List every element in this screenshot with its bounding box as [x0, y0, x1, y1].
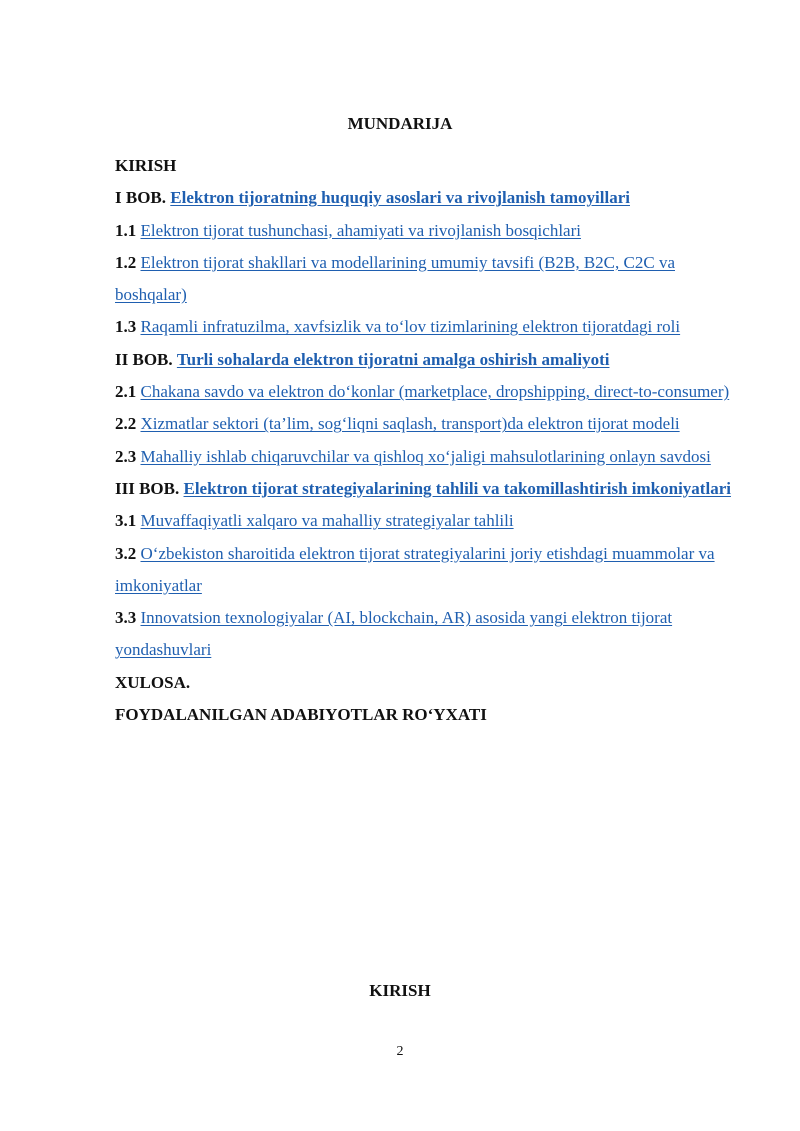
toc-2-1-link[interactable]: Chakana savdo va elektron do‘konlar (marketplace, dropshipping, direct-to-consumer)	[140, 382, 730, 402]
toc-chapter-3-link[interactable]: Elektron tijorat strategiyalarining tahlili va takomillashtirish imkoniyatlari	[183, 478, 731, 498]
toc-entry-2-2	[115, 408, 745, 440]
toc-2-2-link[interactable]: Xizmatlar sektori (ta’lim, sog‘liqni saqlash, transport)da elektron tijorat modeli	[140, 414, 680, 434]
toc-title: MUNDARIJA	[347, 114, 453, 133]
intro-heading: KIRISH	[369, 981, 431, 1000]
toc-3-2-number: 3.2	[115, 543, 137, 563]
toc-1-1-link[interactable]: Elektron tijorat tushunchasi, ahamiyati va rivojlanish bosqichlari	[140, 220, 581, 240]
toc-entry-references	[115, 699, 745, 731]
toc-entry-3-3	[115, 602, 745, 667]
toc-references-label: FOYDALANILGAN ADABIYOTLAR RO‘YXATI	[115, 705, 487, 725]
toc-chapter-2-link[interactable]: Turli sohalarda elektron tijoratni amalga oshirish amaliyoti	[176, 349, 610, 369]
toc-1-3-link[interactable]: Raqamli infratuzilma, xavfsizlik va to‘lov tizimlarining elektron tijoratdagi roli	[140, 317, 681, 337]
toc-2-3-link[interactable]: Mahalliy ishlab chiqaruvchilar va qishloq xo‘jaligi mahsulotlarining onlayn savdosi	[140, 446, 711, 466]
toc-2-1-number: 2.1	[115, 382, 137, 402]
toc-3-2-link[interactable]: O‘zbekiston sharoitida elektron tijorat strategiyalarini joriy etishdagi muammolar va imkoniyatlar	[115, 543, 715, 595]
toc-entry-xulosa	[115, 667, 745, 699]
toc-1-2-number: 1.2	[115, 252, 137, 272]
toc-entry-chapter-3	[115, 473, 745, 505]
toc-chapter-2-number: II BOB.	[115, 349, 173, 369]
toc-3-1-link[interactable]: Muvaffaqiyatli xalqaro va mahalliy strategiyalar tahlili	[140, 511, 514, 531]
toc-3-3-number: 3.3	[115, 608, 137, 628]
toc-1-1-number: 1.1	[115, 220, 137, 240]
toc-entry-1-2	[115, 247, 745, 312]
toc-chapter-1-number: I BOB.	[115, 188, 167, 208]
toc-entry-2-3	[115, 441, 745, 473]
toc-chapter-1-link[interactable]: Elektron tijoratning huquqiy asoslari va rivojlanish tamoyillari	[170, 188, 630, 208]
toc-entry-2-1	[115, 376, 745, 408]
toc-3-1-number: 3.1	[115, 511, 137, 531]
toc-entry-chapter-1	[115, 182, 745, 214]
page-number: 2	[396, 1044, 404, 1059]
table-of-contents	[115, 150, 745, 731]
toc-2-3-number: 2.3	[115, 446, 137, 466]
toc-kirish-label: KIRISH	[115, 156, 177, 175]
toc-1-2-link[interactable]: Elektron tijorat shakllari va modellarining umumiy tavsifi (B2B, B2C, C2C va boshqalar)	[115, 252, 675, 305]
toc-3-3-link[interactable]: Innovatsion texnologiyalar (AI, blockchain, AR) asosida yangi elektron tijorat yondashuvlari	[115, 608, 673, 660]
toc-2-2-number: 2.2	[115, 414, 137, 434]
toc-entry-3-1	[115, 505, 745, 537]
toc-1-3-number: 1.3	[115, 317, 137, 337]
toc-xulosa-label: XULOSA.	[115, 672, 191, 692]
toc-entry-3-2	[115, 538, 745, 603]
toc-entry-chapter-2	[115, 344, 745, 376]
toc-entry-1-1	[115, 215, 745, 247]
toc-entry-kirish	[115, 150, 745, 182]
toc-chapter-3-number: III BOB.	[115, 478, 180, 498]
toc-entry-1-3	[115, 311, 745, 343]
